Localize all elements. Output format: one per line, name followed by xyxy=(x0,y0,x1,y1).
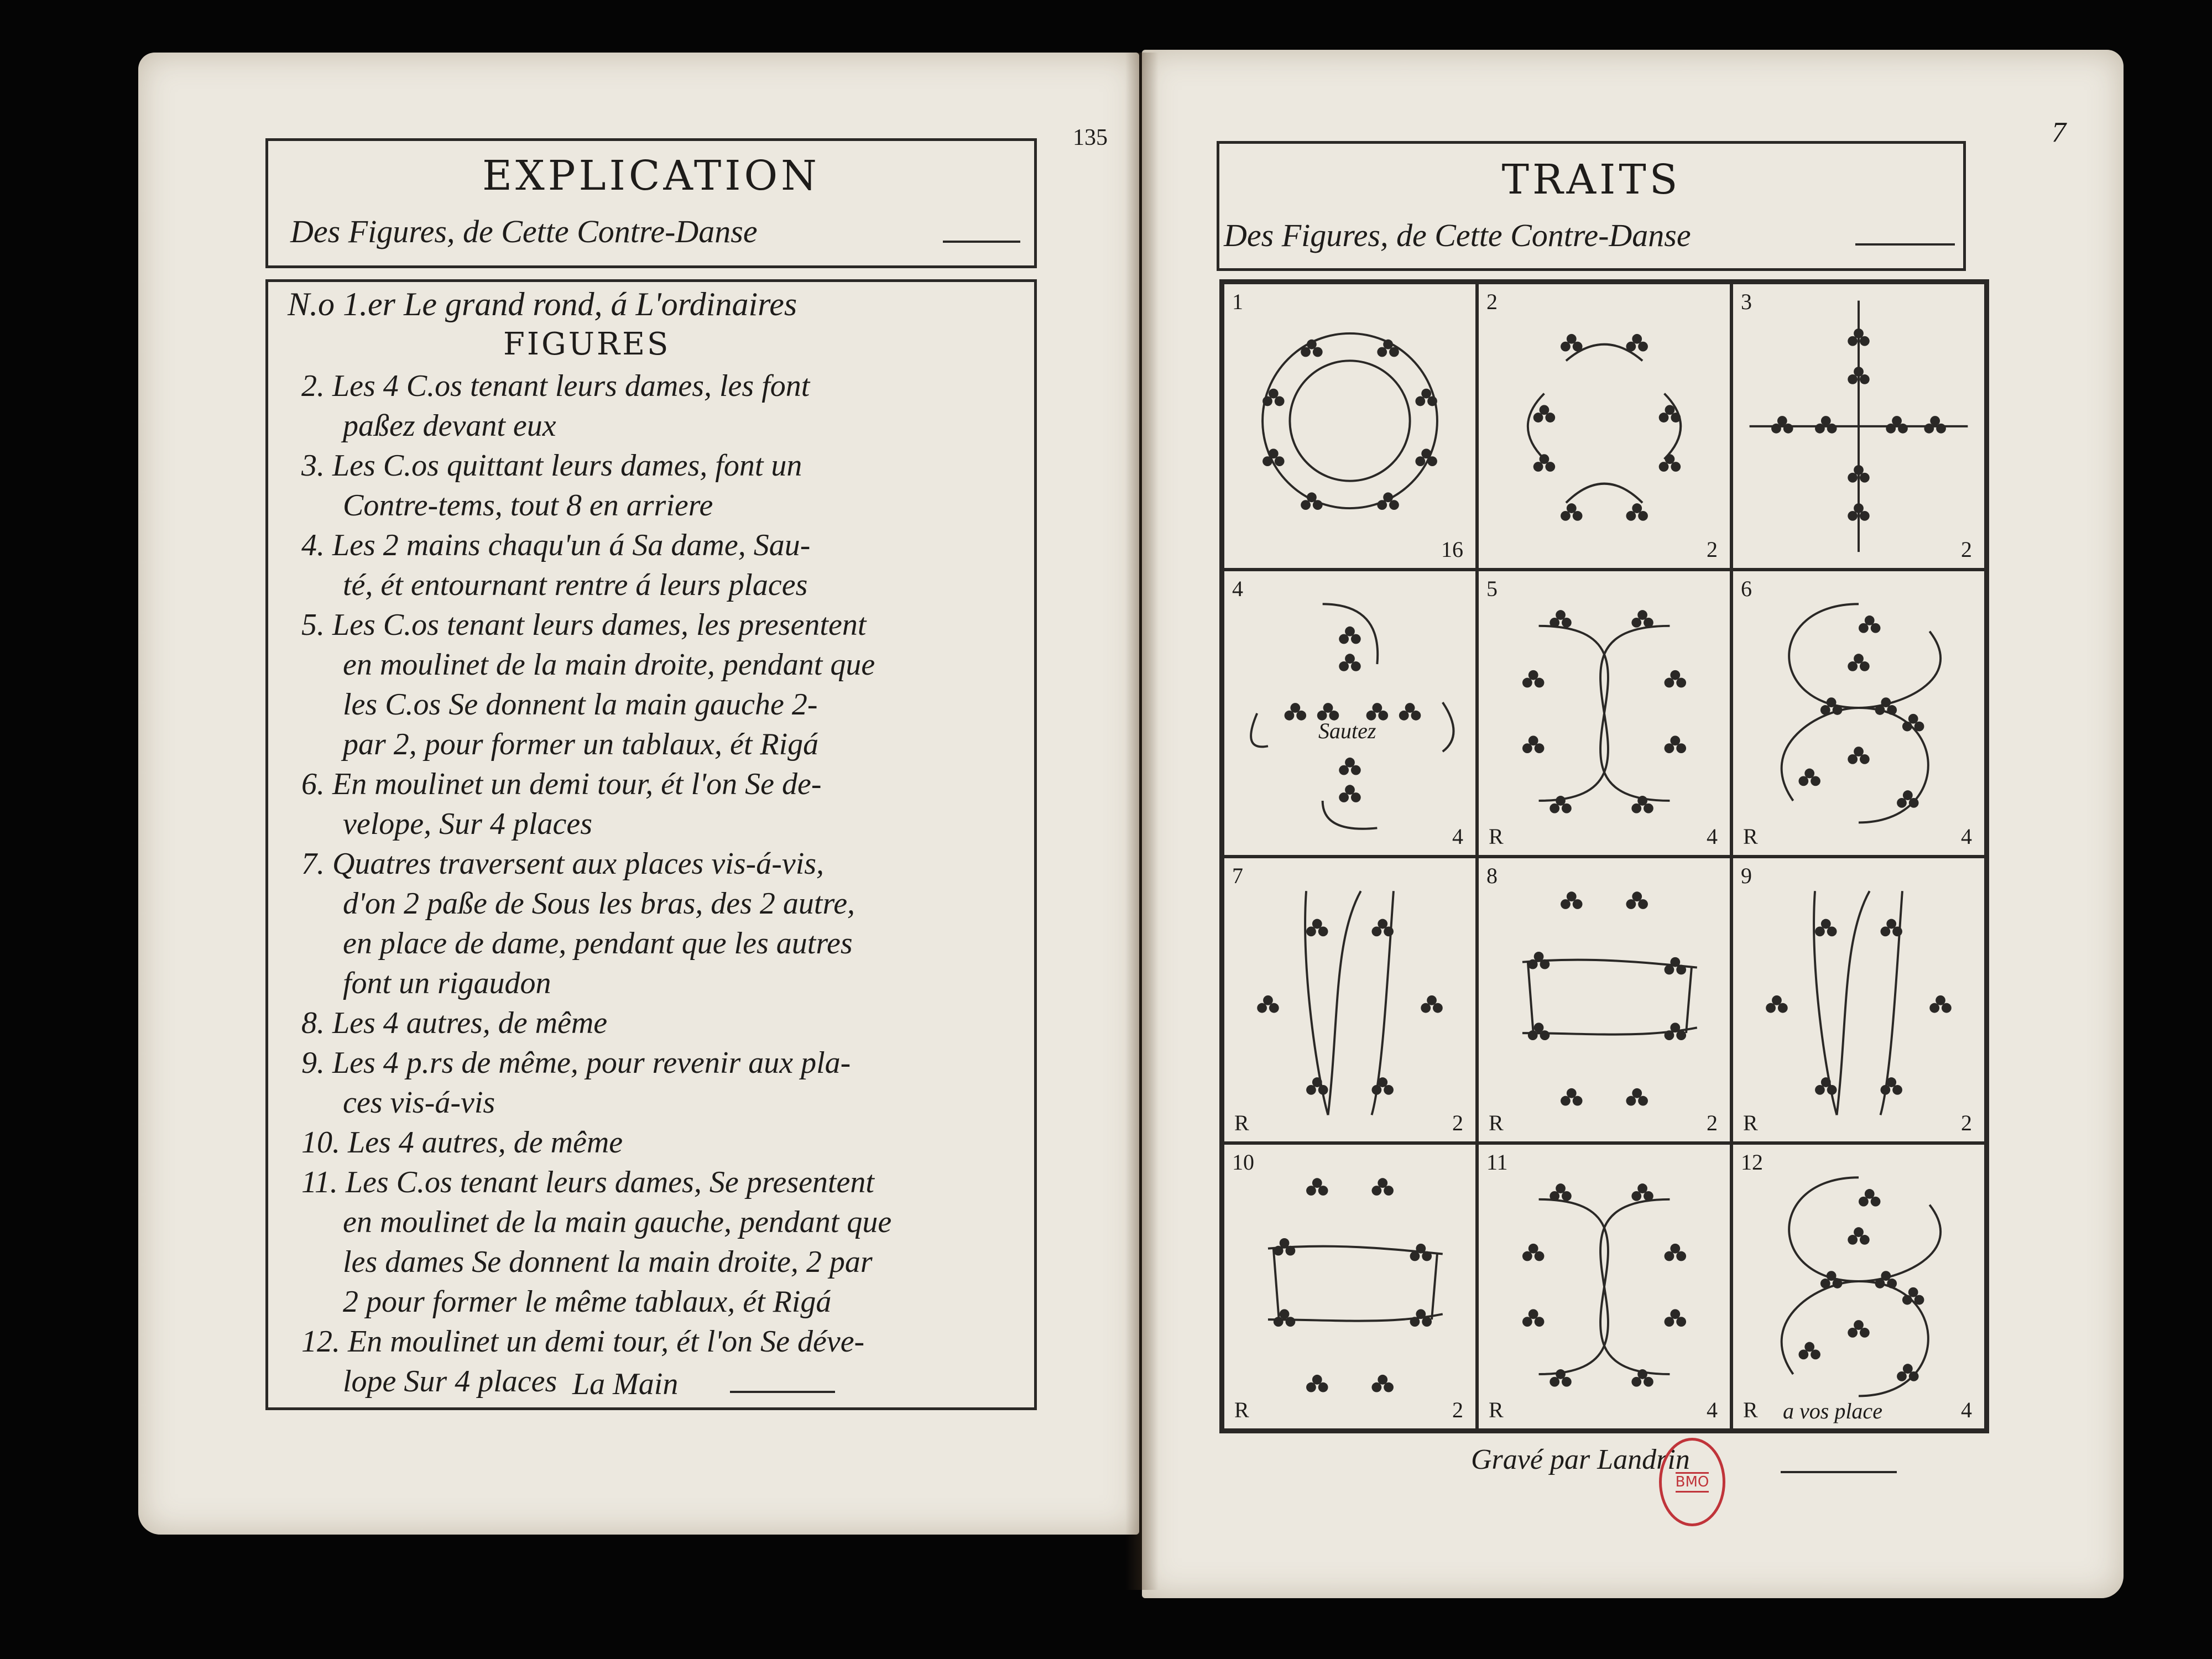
explication-entry: d'on 2 paße de Sous les bras, des 2 autre, xyxy=(343,886,855,921)
figure-r-label: R xyxy=(1489,1397,1504,1422)
figure-cell xyxy=(1477,857,1731,1144)
figure-count: 2 xyxy=(1961,536,1972,562)
figure-number: 9 xyxy=(1741,863,1752,888)
dancer-mark xyxy=(1848,1227,1869,1245)
explication-entry: paßez devant eux xyxy=(343,409,556,443)
dancer-mark xyxy=(1522,735,1544,753)
dancer-mark xyxy=(1262,389,1284,406)
figure-r-label: R xyxy=(1743,1110,1758,1136)
explication-entry: té, ét entournant rentre á leurs places xyxy=(343,568,808,602)
dancer-mark xyxy=(1528,1022,1550,1040)
figure-count: 2 xyxy=(1452,1397,1463,1422)
dancer-mark xyxy=(1306,1375,1328,1392)
explication-entry: 12. En moulinet un demi tour, ét l'on Se déve- xyxy=(301,1324,865,1359)
figure-number: 3 xyxy=(1741,289,1752,314)
dancer-mark xyxy=(1924,416,1945,434)
dancer-mark xyxy=(1533,454,1555,472)
explication-entry: en moulinet de la main gauche, pendant que xyxy=(343,1205,892,1239)
figure-count: 2 xyxy=(1452,1110,1463,1136)
explication-title: EXPLICATION xyxy=(482,152,820,200)
dancer-mark xyxy=(1848,747,1869,764)
figure-cell xyxy=(1731,1143,1986,1430)
figure-cell xyxy=(1731,570,1986,857)
dancer-mark xyxy=(1371,1178,1393,1196)
dancer-mark xyxy=(1306,1178,1328,1196)
stamp-text: BMO xyxy=(1676,1472,1709,1493)
library-stamp xyxy=(1659,1438,1725,1526)
dancer-mark xyxy=(1410,1310,1432,1327)
figure-r-label: R xyxy=(1489,823,1504,849)
dancer-mark xyxy=(1859,1189,1880,1207)
figure-count: 4 xyxy=(1707,823,1718,849)
figure-count: 4 xyxy=(1961,823,1972,849)
dancer-mark xyxy=(1339,785,1360,802)
dancer-mark xyxy=(1815,1077,1837,1095)
figure-count: 4 xyxy=(1961,1397,1972,1422)
figure-note: Sautez xyxy=(1318,718,1376,743)
figure-number: 12 xyxy=(1741,1150,1763,1175)
dancer-mark xyxy=(1371,1077,1393,1095)
entry-first-line: N.o 1.er Le grand rond, á L'ordinaires xyxy=(288,286,797,322)
dancer-mark xyxy=(1306,1077,1328,1095)
figure-cell xyxy=(1477,570,1731,857)
figure-count: 2 xyxy=(1961,1110,1972,1136)
dancer-mark xyxy=(1880,1077,1902,1095)
dancer-mark xyxy=(1421,995,1442,1013)
figure-cell xyxy=(1477,283,1731,570)
dancer-mark xyxy=(1798,768,1820,786)
explication-entry: 2 pour former le même tablaux, ét Rigá xyxy=(343,1285,832,1319)
dancer-mark xyxy=(1306,919,1328,936)
dancer-mark xyxy=(1631,610,1653,628)
explication-entry: en place de dame, pendant que les autres xyxy=(343,926,853,961)
dancer-mark xyxy=(1561,503,1582,521)
figure-number: 7 xyxy=(1232,863,1243,888)
dancer-mark xyxy=(1626,891,1647,909)
figure-number: 11 xyxy=(1486,1150,1508,1175)
explication-entry: ces vis-á-vis xyxy=(343,1086,495,1120)
explication-entry: 2. Les 4 C.os tenant leurs dames, les font xyxy=(301,369,810,403)
dancer-mark xyxy=(1561,334,1582,352)
dancer-mark xyxy=(1522,1310,1544,1327)
figures-grid xyxy=(1219,279,1989,1433)
dancer-mark xyxy=(1665,1022,1686,1040)
figure-count: 4 xyxy=(1707,1397,1718,1422)
dancer-mark xyxy=(1665,957,1686,974)
dancer-mark xyxy=(1815,416,1837,434)
dancer-mark xyxy=(1659,454,1681,472)
traits-title: TRAITS xyxy=(1501,156,1681,204)
dancer-mark xyxy=(1880,919,1902,936)
dancer-mark xyxy=(1399,703,1421,721)
dancer-mark xyxy=(1522,670,1544,688)
dancer-mark xyxy=(1339,758,1360,775)
dancer-mark xyxy=(1897,1364,1918,1381)
traits-subtitle: Des Figures, de Cette Contre-Danse xyxy=(1224,217,1691,253)
figure-r-label: R xyxy=(1234,1397,1249,1422)
figures-heading: FIGURES xyxy=(503,326,671,362)
dancer-mark xyxy=(1626,503,1647,521)
dancer-mark xyxy=(1766,995,1787,1013)
dancer-mark xyxy=(1626,1088,1647,1105)
explication-subtitle: Des Figures, de Cette Contre-Danse xyxy=(290,213,758,249)
figure-diagram xyxy=(1733,858,1984,1142)
dancer-mark xyxy=(1410,1244,1432,1261)
dancer-mark xyxy=(1815,919,1837,936)
explication-entry: 10. Les 4 autres, de même xyxy=(301,1125,623,1160)
traits-subtitle-rule xyxy=(1855,243,1955,246)
explication-entry: 3. Les C.os quittant leurs dames, font un xyxy=(301,448,802,483)
figure-r-label: R xyxy=(1489,1110,1504,1136)
explication-entry: 9. Les 4 p.rs de même, pour revenir aux pla- xyxy=(301,1046,851,1080)
dancer-mark xyxy=(1897,790,1918,808)
explication-entry: les C.os Se donnent la main gauche 2- xyxy=(343,687,818,722)
dancer-mark xyxy=(1528,951,1550,969)
figure-diagram xyxy=(1733,1145,1984,1428)
dancer-mark xyxy=(1533,405,1555,422)
subtitle-rule xyxy=(943,241,1020,243)
dancer-mark xyxy=(1301,340,1322,357)
dancer-mark xyxy=(1561,1088,1582,1105)
figure-diagram xyxy=(1479,858,1730,1142)
dancer-mark xyxy=(1631,1369,1653,1387)
engraver-credit: Gravé par Landrin xyxy=(1471,1444,1690,1475)
dancer-mark xyxy=(1848,1320,1869,1338)
figure-diagram xyxy=(1224,1145,1475,1428)
dancer-mark xyxy=(1665,1244,1686,1261)
figure-number: 6 xyxy=(1741,576,1752,601)
dancer-mark xyxy=(1798,1342,1820,1360)
dancer-mark xyxy=(1665,670,1686,688)
dancer-mark xyxy=(1371,919,1393,936)
figure-number: 10 xyxy=(1232,1150,1254,1175)
dancer-mark xyxy=(1377,340,1399,357)
explication-entry: par 2, pour former un tablaux, ét Rigá xyxy=(343,727,819,761)
figure-count: 4 xyxy=(1452,823,1463,849)
figure-count: 2 xyxy=(1707,1110,1718,1136)
explication-entry: 8. Les 4 autres, de même xyxy=(301,1006,608,1040)
page-number: 135 xyxy=(1073,125,1108,150)
explication-entry: 5. Les C.os tenant leurs dames, les presentent xyxy=(301,608,867,642)
figure-diagram xyxy=(1224,571,1475,855)
traits-header-box xyxy=(1217,141,1966,271)
dancer-mark xyxy=(1550,1183,1571,1201)
explication-entry: 7. Quatres traversent aux places vis-á-vis, xyxy=(301,847,825,881)
figure-note: a vos place xyxy=(1783,1399,1882,1423)
figure-number: 8 xyxy=(1486,863,1498,888)
figure-r-label: R xyxy=(1234,1110,1249,1136)
dancer-mark xyxy=(1522,1244,1544,1261)
closing-rule xyxy=(730,1391,835,1393)
figure-number: 4 xyxy=(1232,576,1243,601)
figure-number: 1 xyxy=(1232,289,1243,314)
figure-diagram xyxy=(1224,284,1475,568)
figure-count: 16 xyxy=(1441,536,1463,562)
engraver-rule xyxy=(1781,1471,1897,1473)
explication-entry: les dames Se donnent la main droite, 2 par xyxy=(343,1245,873,1279)
dancer-mark xyxy=(1339,654,1360,671)
figure-cell xyxy=(1223,857,1477,1144)
dancer-mark xyxy=(1274,1310,1295,1327)
dancer-mark xyxy=(1285,703,1306,721)
explication-entry: en moulinet de la main droite, pendant que xyxy=(343,648,875,682)
explication-entry: Contre-tems, tout 8 en arriere xyxy=(343,488,713,523)
figure-diagram xyxy=(1733,571,1984,855)
dancer-mark xyxy=(1631,1183,1653,1201)
explication-entry: font un rigaudon xyxy=(343,966,551,1000)
figure-r-label: R xyxy=(1743,823,1758,849)
explication-header-box xyxy=(265,138,1037,268)
dancer-mark xyxy=(1339,627,1360,644)
figure-diagram xyxy=(1479,284,1730,568)
figure-cell xyxy=(1223,1143,1477,1430)
dancer-mark xyxy=(1626,334,1647,352)
figure-cell xyxy=(1223,283,1477,570)
figure-cell xyxy=(1731,857,1986,1144)
explication-entry: 4. Les 2 mains chaqu'un á Sa dame, Sau- xyxy=(301,528,811,562)
closing-text: La Main xyxy=(572,1367,679,1401)
explication-entry: lope Sur 4 places xyxy=(343,1364,557,1399)
dancer-mark xyxy=(1415,389,1437,406)
dancer-mark xyxy=(1859,615,1880,633)
dancer-mark xyxy=(1631,796,1653,813)
dancer-mark xyxy=(1371,1375,1393,1392)
figure-diagram xyxy=(1479,571,1730,855)
figure-diagram xyxy=(1479,1145,1730,1428)
dancer-mark xyxy=(1886,416,1907,434)
book-gutter xyxy=(1125,53,1159,1590)
dancer-mark xyxy=(1771,416,1793,434)
figure-diagram xyxy=(1733,284,1984,568)
dancer-mark xyxy=(1665,1310,1686,1327)
figure-diagram xyxy=(1224,858,1475,1142)
dancer-mark xyxy=(1929,995,1951,1013)
explication-entry: velope, Sur 4 places xyxy=(343,807,592,841)
figure-number: 5 xyxy=(1486,576,1498,601)
figure-r-label: R xyxy=(1743,1397,1758,1422)
figure-cell xyxy=(1477,1143,1731,1430)
dancer-mark xyxy=(1274,1238,1295,1256)
dancer-mark xyxy=(1659,405,1681,422)
dancer-mark xyxy=(1257,995,1279,1013)
figure-count: 2 xyxy=(1707,536,1718,562)
dancer-mark xyxy=(1848,654,1869,671)
dancer-mark xyxy=(1665,735,1686,753)
dancer-mark xyxy=(1550,610,1571,628)
figure-cell xyxy=(1223,570,1477,857)
folio-number: 7 xyxy=(2052,117,2066,148)
figure-number: 2 xyxy=(1486,289,1498,314)
explication-entry: 6. En moulinet un demi tour, ét l'on Se de- xyxy=(301,767,822,801)
dancer-mark xyxy=(1561,891,1582,909)
figure-cell xyxy=(1731,283,1986,570)
explication-entry: 11. Les C.os tenant leurs dames, Se presentent xyxy=(301,1165,874,1199)
